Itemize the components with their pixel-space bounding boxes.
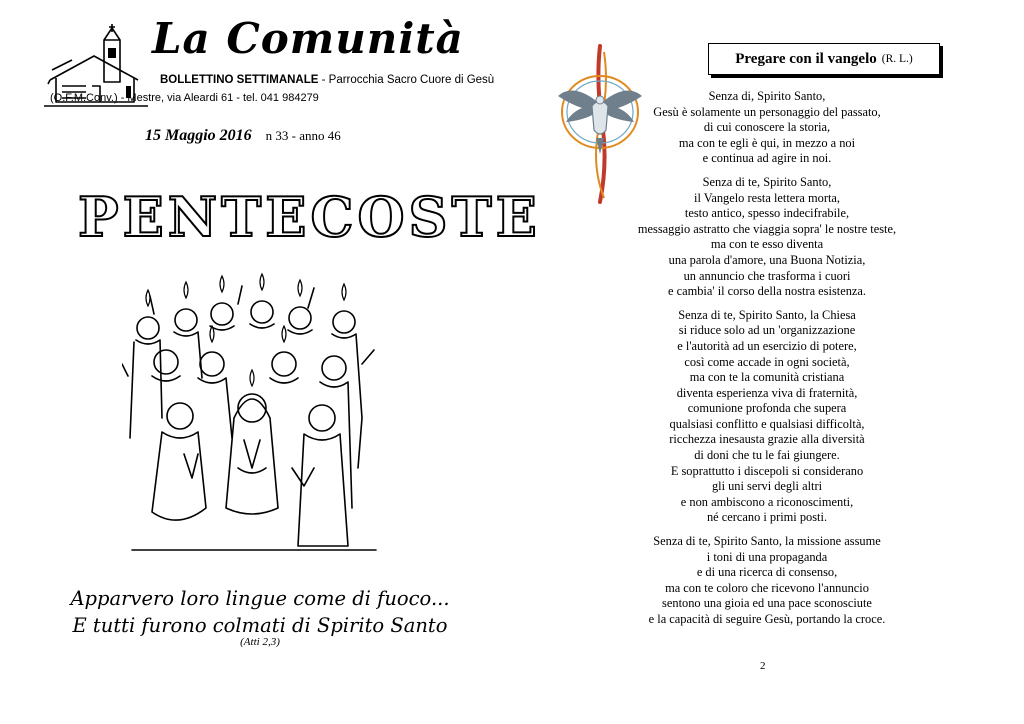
prayer-line: Senza di te, Spirito Santo, la missione assume [653, 534, 881, 549]
prayer-stanza [602, 175, 932, 300]
prayer-title-box [708, 43, 940, 75]
verse-quote [40, 585, 480, 639]
prayer-author: (R. L.) [881, 53, 913, 65]
prayer-line: i toni di una propaganda [706, 549, 828, 564]
masthead-subtitle [160, 74, 494, 86]
issue-number: n 33 - anno 46 [265, 128, 341, 143]
prayer-title: Pregare con il vangelo [735, 50, 877, 67]
issue-date: 15 Maggio 2016 [145, 127, 252, 144]
prayer-line: il Vangelo resta lettera morta, [694, 190, 840, 205]
prayer-stanza [602, 89, 932, 167]
prayer-line: Senza di te, Spirito Santo, [702, 174, 832, 189]
prayer-line: ma con te la comunità cristiana [689, 370, 845, 385]
page-number: 2 [760, 660, 766, 672]
prayer-line: un annuncio che trasforma i cuori [683, 268, 851, 283]
verse-reference: (Atti 2,3) [240, 636, 280, 648]
prayer-line: e non ambiscono a riconoscimenti, [680, 494, 854, 509]
prayer-stanza [602, 308, 932, 526]
headline: PENTECOSTE [78, 185, 541, 249]
prayer-line: qualsiasi conflitto e qualsiasi difficoltà, [669, 416, 865, 431]
prayer-line: Senza di te, Spirito Santo, la Chiesa [678, 307, 856, 322]
prayer-line: ma con te egli è qui, in mezzo a noi [678, 135, 856, 150]
prayer-line: ma con te coloro che ricevono l'annuncio [665, 580, 869, 595]
prayer-line: Gesù è solamente un personaggio del passato, [653, 104, 881, 119]
prayer-line: così come accade in ogni società, [684, 354, 850, 369]
disciples-illustration-icon [122, 268, 386, 558]
prayer-text [602, 89, 932, 636]
prayer-line: messaggio astratto che viaggia sopra' le nostre teste, [637, 221, 897, 236]
right-page [512, 0, 1024, 724]
prayer-line: di cui conoscere la storia, [703, 120, 831, 135]
prayer-line: una parola d'amore, una Buona Notizia, [668, 252, 866, 267]
prayer-line: e continua ad agire in noi. [702, 151, 832, 166]
prayer-line: e l'autorità ad un esercizio di potere, [677, 338, 857, 353]
prayer-line: e cambia' il corso della nostra esistenza. [668, 284, 866, 299]
prayer-line: comunione profonda che supera [687, 401, 847, 416]
prayer-line: sentono una gioia ed una pace sconosciute [662, 596, 872, 611]
prayer-line: si riduce solo ad un 'organizzazione [678, 323, 856, 338]
issue-line [145, 127, 341, 145]
masthead-subtitle-rest: - Parrocchia Sacro Cuore di Gesù [318, 74, 495, 86]
verse-line-2: E tutti furono colmati di Spirito Santo [72, 614, 448, 637]
prayer-line: testo antico, spesso indecifrabile, [684, 206, 850, 221]
masthead-title: La Comunità [152, 14, 464, 63]
prayer-stanza [602, 534, 932, 628]
masthead-address: (O.F.M.Conv.) - Mestre, via Aleardi 61 - tel. 041 984279 [50, 92, 319, 104]
prayer-line: gli uni servi degli altri [711, 479, 823, 494]
prayer-line: ricchezza inesausta grazie alla diversità [669, 432, 865, 447]
prayer-line: e la capacità di seguire Gesù, portando la croce. [648, 612, 886, 626]
prayer-line: diventa esperienza viva di fraternità, [676, 385, 858, 400]
prayer-line: né cercano i primi posti. [706, 510, 828, 525]
prayer-line: Senza di, Spirito Santo, [708, 89, 826, 103]
prayer-line: e di una ricerca di consenso, [696, 565, 838, 580]
verse-line-1: Apparvero loro lingue come di fuoco... [70, 587, 450, 610]
masthead-subtitle-bold: BOLLETTINO SETTIMANALE [160, 74, 319, 86]
prayer-line: ma con te esso diventa [710, 237, 824, 252]
prayer-line: di doni che tu le fai giungere. [694, 448, 840, 463]
prayer-line: E soprattutto i discepoli si considerano [670, 463, 864, 478]
